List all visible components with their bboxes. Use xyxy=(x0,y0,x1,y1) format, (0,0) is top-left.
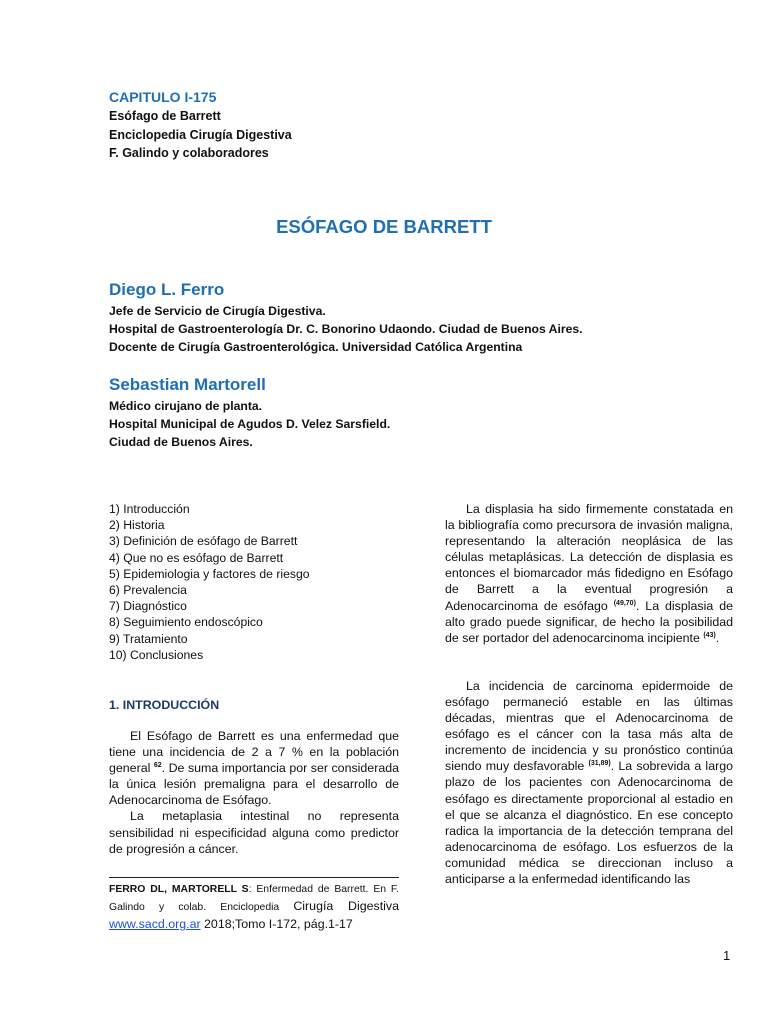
intro-paragraph-1: El Esófago de Barrett es una enfermedad que tiene una incidencia de 2 a 7 % en la población general $^{62}$. De suma importancia por ser considerada la única lesión premaligna para el desarrollo de Adenocarcinoma de Esófago. xyxy=(109,729,399,808)
affiliation-line: Hospital de Gastroenterología Dr. C. Bonorino Udaondo. Ciudad de Buenos Aires. xyxy=(109,322,583,336)
toc-item: 5) Epidemiologia y factores de riesgo xyxy=(109,566,310,581)
toc-item: 4) Que no es esófago de Barrett xyxy=(109,550,284,565)
toc-item: 3) Definición de esófago de Barrett xyxy=(109,534,298,549)
intro-text xyxy=(109,728,399,857)
journal-name: Cirugía Digestiva xyxy=(293,899,399,913)
toc-item: 2) Historia xyxy=(109,518,165,533)
citation-ref: (49,70) xyxy=(613,599,636,607)
chapter-header xyxy=(109,87,292,163)
page-number: 1 xyxy=(723,948,731,963)
toc-item: 8) Seguimiento endoscópico xyxy=(109,615,263,630)
chapter-subject: Esófago de Barrett xyxy=(109,109,221,123)
author-name: Diego L. Ferro xyxy=(109,280,225,299)
footer-citation: FERRO DL, MARTORELL S: Enfermedad de Barrett. En F. Galindo y colab. Enciclopedia Cirugía Digestiva www.sacd.org.ar 2018;Tomo I-172, pág.1-17 xyxy=(109,884,400,931)
chapter-label: CAPITULO I-175 xyxy=(109,89,217,105)
footer-authors: FERRO DL, MARTORELL S xyxy=(109,884,249,895)
affiliation-line: Jefe de Servicio de Cirugía Digestiva. xyxy=(109,304,326,318)
citation-ref: (43) xyxy=(703,631,716,639)
citation-ref: 62 xyxy=(153,762,162,770)
table-of-contents xyxy=(109,501,310,663)
intro-paragraph-2: La metaplasia intestinal no representa sensibilidad ni especificidad alguna como predictor de progresión a cáncer. xyxy=(109,809,399,856)
affiliation-line: Hospital Municipal de Agudos D. Velez Sarsfield. xyxy=(109,417,391,431)
book-title: Enciclopedia Cirugía Digestiva xyxy=(109,127,292,142)
toc-item: 9) Tratamiento xyxy=(109,631,188,646)
author-block-2 xyxy=(109,373,390,451)
author-name: Sebastian Martorell xyxy=(109,375,266,394)
footer-rule xyxy=(109,877,399,878)
citation-ref: (31,89) xyxy=(588,760,611,768)
section-heading: 1. INTRODUCCIÓN xyxy=(109,698,220,712)
affiliation-line: Docente de Cirugía Gastroenterológica. Universidad Católica Argentina xyxy=(109,340,523,354)
website-link[interactable]: www.sacd.org.ar xyxy=(109,917,201,931)
toc-item: 7) Diagnóstico xyxy=(109,599,187,614)
page-title: ESÓFAGO DE BARRETT xyxy=(276,216,492,237)
affiliation-line: Ciudad de Buenos Aires. xyxy=(109,435,253,449)
toc-item: 1) Introducción xyxy=(109,502,190,516)
toc-item: 10) Conclusiones xyxy=(109,647,204,662)
editors: F. Galindo y colaboradores xyxy=(109,146,269,160)
dysplasia-paragraph: La displasia ha sido firmemente constatada en la bibliografía como precursora de invasión maligna, representando la alteración neoplásica de las células metaplásicas. La detección de displasia es entonces el biomarcador más fidedigno en Esófago de Barrett a la eventual progresión a Adenocarcinoma de esófago $^{(49,70)}$. La displasia de alto grado puede significar, de hecho la posibilidad de ser portador del adenocarcinoma incipiente $^{(43)}$. xyxy=(445,502,733,645)
right-column xyxy=(445,501,733,887)
affiliation-line: Médico cirujano de planta. xyxy=(109,399,263,413)
toc-item: 6) Prevalencia xyxy=(109,583,187,598)
author-block-1 xyxy=(109,278,583,356)
incidence-paragraph: La incidencia de carcinoma epidermoide de esófago permaneció estable en las últimas décadas, mientras que el Adenocarcinoma de esófago es el cáncer con la tasa más alta de incremento de incidencia y su pronóstico continúa siendo muy desfavorable $^{(31,89)}$. La sobrevida a largo plazo de los pacientes con Adenocarcinoma de esófago es directamente proporcional al estadio en el que se alcanza el diagnóstico. En ese concepto radica la importancia de la detección temprana del adenocarcinoma de esófago. Los esfuerzos de la comunidad médica se direccionan incluso a anticiparse a la enfermedad identificando las xyxy=(445,678,733,886)
